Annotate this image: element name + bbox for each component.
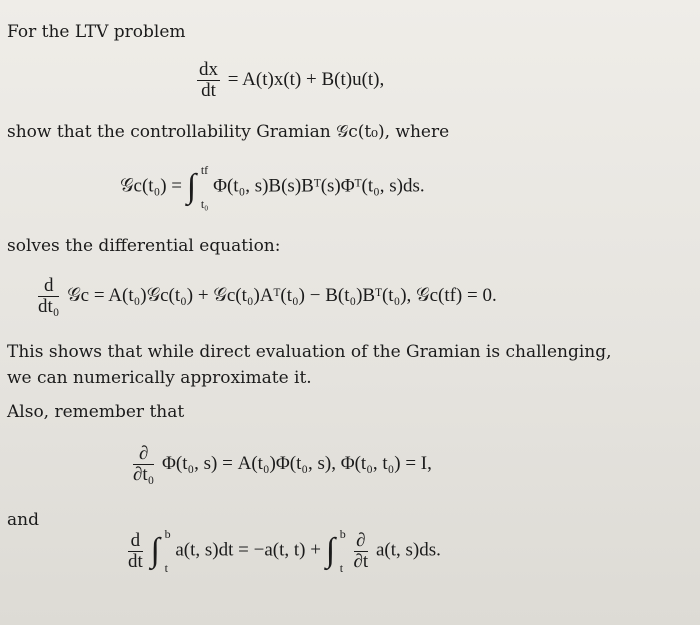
- ddt0-fraction: [38, 276, 59, 317]
- frac-numerator: d: [128, 531, 143, 552]
- lower-limit: t: [339, 561, 344, 575]
- lower-limit: t: [164, 561, 168, 575]
- frac-numerator: ∂: [133, 444, 154, 465]
- frac-denominator: ∂t: [353, 550, 369, 572]
- and-text: and: [7, 510, 39, 530]
- integral-sign: ∫: [150, 532, 160, 569]
- gramian-de: [35, 276, 497, 317]
- frac-denominator: ∂t₀: [133, 464, 155, 485]
- frac-denominator: dt: [201, 80, 216, 101]
- integral-limits: [340, 528, 346, 574]
- intro-text: For the LTV problem: [7, 22, 186, 42]
- leibniz-mid: a(t, s)dt = −a(t, t) +: [175, 539, 321, 561]
- solves-text: solves the differential equation:: [7, 236, 281, 256]
- leibniz-rule: [125, 528, 441, 574]
- upper-limit: tf: [200, 163, 209, 177]
- ode-equation: [194, 60, 384, 101]
- gramian-lhs: 𝒢c(t₀) =: [120, 175, 182, 197]
- gramian-definition: [120, 164, 425, 210]
- note-line-2: we can numerically approximate it.: [7, 368, 312, 388]
- leibniz-end: a(t, s)ds.: [375, 539, 441, 561]
- phi-identity-body: Φ(t₀, s) = A(t₀)Φ(t₀, s), Φ(t₀, t₀) = I,: [162, 452, 432, 474]
- phi-identity: [130, 444, 432, 485]
- ddt-fraction: [128, 531, 143, 572]
- also-text: Also, remember that: [7, 402, 185, 422]
- de-body: 𝒢c = A(t₀)𝒢c(t₀) + 𝒢c(t₀)Aᵀ(t₀) − B(t₀)Bᵀ(t₀), 𝒢c(tf) = 0.: [67, 284, 497, 306]
- upper-limit: b: [339, 527, 346, 541]
- integral-sign: ∫: [325, 532, 336, 569]
- gramian-integrand: Φ(t₀, s)B(s)Bᵀ(s)Φᵀ(t₀, s)ds.: [213, 175, 425, 197]
- frac-numerator: d: [38, 276, 59, 297]
- partial-t-fraction: [354, 531, 369, 572]
- frac-denominator: dt: [128, 550, 143, 572]
- frac-numerator: dx: [199, 59, 218, 80]
- frac-denominator: dt₀: [38, 296, 60, 317]
- partial-t0-fraction: [133, 444, 154, 485]
- upper-limit: b: [164, 527, 171, 541]
- frac-numerator: ∂: [354, 531, 369, 552]
- lower-limit: t₀: [200, 197, 209, 211]
- integral-sign: ∫: [186, 168, 197, 205]
- dxdt-fraction: [197, 60, 220, 101]
- integral-limits: [165, 528, 171, 574]
- note-line-1: This shows that while direct evaluation of the Gramian is challenging,: [7, 342, 612, 362]
- gramian-intro-text: show that the controllability Gramian 𝒢c(t₀), where: [7, 122, 450, 142]
- ode-rhs: = A(t)x(t) + B(t)u(t),: [227, 68, 385, 90]
- integral-limits: [201, 164, 209, 210]
